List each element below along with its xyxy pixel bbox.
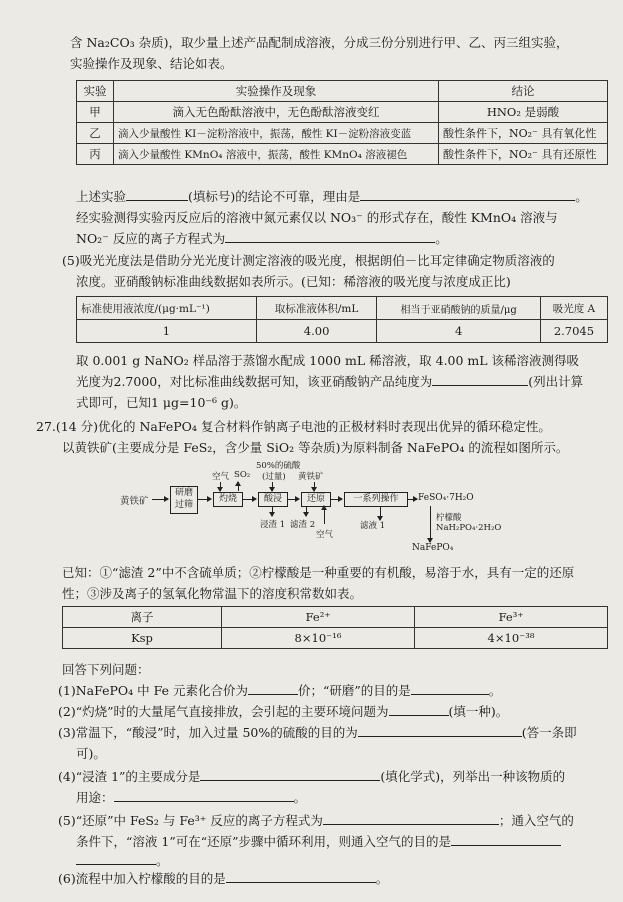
table2-cell-concentration: 1	[77, 320, 257, 343]
answer-blank[interactable]	[411, 682, 489, 695]
table3-header-fe3: Fe³⁺	[415, 607, 608, 628]
flow-arrow-down	[380, 506, 381, 520]
flow-input-air-2: 空气	[316, 530, 334, 540]
flow-arrow	[242, 499, 256, 500]
flow-input-acid: 50%的硫酸	[256, 461, 301, 471]
flow-arrow	[287, 499, 299, 500]
flow-arrow-down	[314, 482, 315, 491]
question-5-line-4: 光度为2.7000，对比标准曲线数据可知，该亚硝酸钠产品纯度为 (列出计算	[76, 374, 584, 389]
question-5-line-3: 取 0.001 g NaNO₂ 样品溶于蒸馏水配成 1000 mL 稀溶液，取 4.00 mL 该稀溶液测得吸	[76, 353, 580, 368]
flow-arrow-down	[272, 482, 273, 491]
flow-arrow-down	[220, 482, 221, 491]
flow-output-so2: SO₂	[234, 470, 251, 480]
flow-input-citric-acid: 柠檬酸	[436, 513, 462, 523]
flow-arrow	[197, 499, 211, 500]
answer-blank[interactable]	[114, 789, 294, 802]
table1-row-jia-label: 甲	[77, 102, 114, 123]
table1-row-yi-operation: 滴入少量酸性 KI－淀粉溶液中，振荡，酸性 KI－淀粉溶液变蓝	[114, 123, 439, 144]
flow-box-roasting: 灼烧	[213, 492, 243, 507]
question-1: (1)NaFePO₄ 中 Fe 元素化合价为 价；“研磨”的目的是 。	[58, 683, 502, 698]
table1-header-conclusion: 结论	[439, 81, 608, 102]
table3-value-fe2: 8×10⁻¹⁶	[222, 628, 415, 649]
flow-output-residue-2: 滤渣 2	[290, 520, 316, 530]
intro-line-2: 实验操作及现象、结论如表。	[70, 56, 233, 71]
known-line-2: 性；③涉及离子的氢氧化物常温下的溶度积常数如表。	[62, 586, 363, 601]
flow-arrow-up	[238, 482, 239, 491]
answer-blank[interactable]	[360, 188, 575, 201]
flow-box-series-operations: 一系列操作	[344, 492, 408, 507]
question-3-line-1: (3)常温下，“酸浸”时，加入过量 50%的硫酸的目的为 (答一条即	[58, 725, 577, 740]
flow-arrow-down	[306, 506, 307, 516]
table3-header-fe2: Fe²⁺	[222, 607, 415, 628]
flow-output-residue-1: 浸渣 1	[260, 520, 286, 530]
flow-arrow	[407, 499, 417, 500]
ksp-table	[62, 606, 608, 649]
table1-row-bing-operation: 滴入少量酸性 KMnO₄ 溶液中，振荡，酸性 KMnO₄ 溶液褪色	[114, 144, 439, 165]
table2-header-mass: 相当于亚硝酸钠的质量/μg	[377, 297, 540, 320]
question-5-line-3: 。	[76, 852, 169, 870]
table1-row-jia-operation: 滴入无色酚酞溶液中，无色酚酞溶液变红	[114, 102, 439, 123]
flow-box-reduction: 还原	[301, 492, 331, 507]
question-5-line-2: 条件下，“溶液 1”可在“还原”步骤中循环利用，则通入空气的目的是	[76, 833, 561, 851]
standard-curve-table	[76, 296, 608, 343]
question-3-line-2: 可)。	[76, 746, 106, 761]
answer-blank[interactable]	[126, 188, 188, 201]
flow-arrow	[330, 499, 342, 500]
flow-box-grinding: 研磨过筛	[170, 486, 198, 514]
question-4-line-2: 用途： 。	[76, 790, 307, 805]
flow-box-acid-leach: 酸浸	[258, 492, 288, 507]
question-4-line-2: 经实验测得实验丙反应后的溶液中氮元素仅以 NO₃⁻ 的形式存在，酸性 KMnO₄ 溶液与	[76, 210, 558, 225]
flow-arrow-up	[324, 506, 325, 524]
flow-output-filtrate-1: 滤液 1	[360, 521, 386, 531]
table1-row-bing-label: 丙	[77, 144, 114, 165]
answer-blank[interactable]	[432, 373, 528, 386]
flow-product-feso4: FeSO₄·7H₂O	[418, 493, 474, 503]
flow-input-acid-excess: (过量)	[262, 472, 286, 482]
flow-input-air: 空气	[212, 472, 230, 482]
table2-header-concentration: 标准使用液浓度/(μg·mL⁻¹)	[77, 297, 257, 320]
answer-blank[interactable]	[451, 833, 561, 846]
question-27-line-2: 以黄铁矿(主要成分是 FeS₂，含少量 SiO₂ 等杂质)为原料制备 NaFePO₄ 的流程如图所示。	[62, 440, 569, 455]
question-5-line-1: (5)“还原”中 FeS₂ 与 Fe³⁺ 反应的离子方程式为 ；通入空气的	[58, 813, 574, 828]
table2-cell-absorbance: 2.7045	[540, 320, 607, 343]
question-5-line-5: 式即可，已知1 μg=10⁻⁶ g)。	[76, 395, 247, 410]
known-line-1: 已知：①“滤渣 2”中不含硫单质；②柠檬酸是一种重要的有机酸，易溶于水，具有一定的还原	[62, 565, 575, 580]
table1-header-experiment: 实验	[77, 81, 114, 102]
flow-input-nah2po4: NaH₂PO₄·2H₂O	[436, 523, 502, 533]
questions-heading: 回答下列问题：	[62, 662, 150, 677]
table3-header-ion: 离子	[63, 607, 222, 628]
question-4-line-1: (4)“浸渣 1”的主要成分是 (填化学式)，列举出一种该物质的	[58, 769, 566, 784]
answer-blank[interactable]	[200, 768, 380, 781]
question-2: (2)“灼烧”时的大量尾气直接排放，会引起的主要环境问题为 (填一种)。	[58, 704, 509, 719]
answer-blank[interactable]	[389, 703, 449, 716]
table2-cell-mass: 4	[377, 320, 540, 343]
flow-arrow-down	[430, 506, 431, 542]
flow-start-pyrite: 黄铁矿	[120, 496, 149, 507]
question-5-line-2: 浓度。亚硝酸钠标准曲线数据如表所示。(已知：稀溶液的吸光度与浓度成正比)	[76, 274, 511, 289]
table2-cell-volume: 4.00	[256, 320, 377, 343]
table1-header-operation: 实验操作及现象	[114, 81, 439, 102]
flow-arrow-down	[272, 506, 273, 516]
question-27-line-1: 27.(14 分)优化的 NaFePO₄ 复合材料作钠离子电池的正极材料时表现出优异的循环稳定性。	[36, 419, 551, 434]
question-6: (6)流程中加入柠檬酸的目的是 。	[58, 871, 389, 886]
table2-header-absorbance: 吸光度 A	[540, 297, 607, 320]
answer-blank[interactable]	[225, 230, 435, 243]
answer-blank[interactable]	[358, 724, 522, 737]
question-4-line-3: NO₂⁻ 反应的离子方程式为 。	[76, 231, 448, 246]
table3-value-fe3: 4×10⁻³⁸	[415, 628, 608, 649]
answer-blank[interactable]	[323, 812, 499, 825]
answer-blank[interactable]	[248, 682, 298, 695]
table2-header-volume: 取标准液体积/mL	[256, 297, 377, 320]
table1-row-jia-conclusion: HNO₂ 是弱酸	[439, 102, 608, 123]
experiment-table	[76, 80, 608, 165]
intro-line-1: 含 Na₂CO₃ 杂质)，取少量上述产品配制成溶液，分成三份分别进行甲、乙、丙三组实验，	[70, 35, 569, 50]
flow-arrow	[152, 499, 168, 500]
flow-input-pyrite: 黄铁矿	[298, 472, 324, 482]
table1-row-yi-conclusion: 酸性条件下，NO₂⁻ 具有氧化性	[439, 123, 608, 144]
question-5-line-1: (5)吸光光度法是借助分光光度计测定溶液的吸光度，根据朗伯－比耳定律确定物质溶液的	[62, 253, 555, 268]
question-4-line-1: 上述实验 (填标号)的结论不可靠，理由是 。	[76, 189, 588, 204]
answer-blank[interactable]	[76, 852, 156, 865]
table3-label-ksp: Ksp	[63, 628, 222, 649]
table1-row-bing-conclusion: 酸性条件下，NO₂⁻ 具有还原性	[439, 144, 608, 165]
flow-product-nafepo4: NaFePO₄	[412, 543, 454, 553]
answer-blank[interactable]	[226, 870, 376, 883]
table1-row-yi-label: 乙	[77, 123, 114, 144]
